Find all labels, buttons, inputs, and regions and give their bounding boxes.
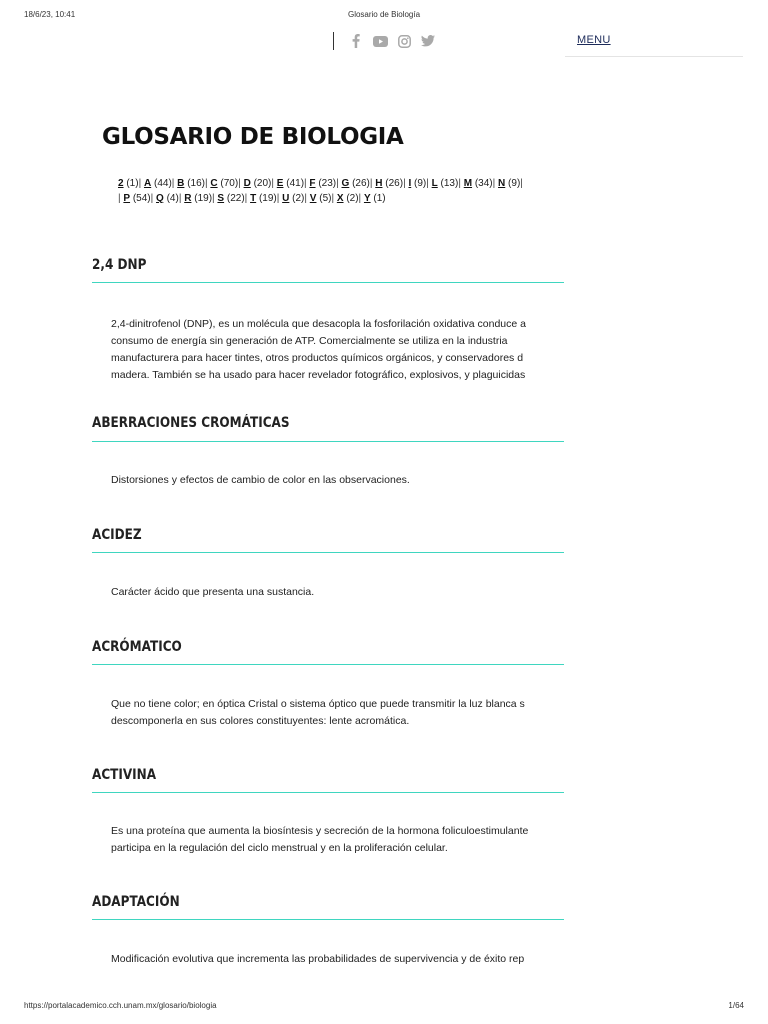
- entry-definition: [111, 696, 564, 730]
- twitter-icon[interactable]: [420, 34, 436, 48]
- definition-line: 2,4-dinitrofenol (DNP), es un molécula que desacopla la fosforilación oxidativa conduce a: [111, 318, 526, 330]
- index-link-d[interactable]: D: [243, 178, 251, 189]
- index-count: (20): [253, 178, 272, 189]
- index-link-2[interactable]: 2: [118, 178, 124, 189]
- entry-divider: [92, 282, 564, 283]
- entry-divider: [92, 441, 564, 442]
- index-count: (2): [292, 193, 305, 204]
- index-count: (19): [258, 193, 277, 204]
- definition-line: descomponerla en sus colores constituyentes: lente acromática.: [111, 715, 410, 727]
- alphabet-index: [118, 176, 564, 206]
- index-link-v[interactable]: V: [309, 193, 317, 204]
- index-link-x[interactable]: X: [336, 193, 344, 204]
- definition-line: consumo de energía sin generación de ATP. Comercialmente se utiliza en la industria: [111, 335, 508, 347]
- index-link-e[interactable]: E: [276, 178, 284, 189]
- index-link-u[interactable]: U: [282, 193, 290, 204]
- definition-line: manufacturera para hacer tintes, otros productos químicos orgánicos, y conservadores d: [111, 352, 524, 364]
- entry-divider: [92, 919, 564, 920]
- entry-term: 2,4 DNP: [92, 257, 147, 273]
- index-link-h[interactable]: H: [375, 178, 383, 189]
- definition-line: Distorsiones y efectos de cambio de color en las observaciones.: [111, 474, 410, 486]
- entry-divider: [92, 552, 564, 553]
- print-url: https://portalacademico.cch.unam.mx/glosario/biologia: [24, 1001, 217, 1010]
- glossary-entry: [92, 894, 564, 965]
- entry-divider: [92, 664, 564, 665]
- entry-term: ADAPTACIÓN: [92, 894, 180, 910]
- definition-line: participa en la regulación del ciclo menstrual y en la proliferación celular.: [111, 842, 448, 854]
- entry-definition: [111, 472, 564, 489]
- index-count: (41): [286, 178, 305, 189]
- alphabet-index-line-2: | P (54)| Q (4)| R (19)| S (22)| T (19)| U (2)| V (5)| X (2)| Y (1): [118, 193, 386, 204]
- index-count: (44): [153, 178, 172, 189]
- entry-definition: [111, 316, 564, 384]
- index-count: (1): [126, 178, 139, 189]
- glossary-entry: [92, 639, 564, 727]
- entry-divider: [92, 792, 564, 793]
- index-count: (19): [194, 193, 213, 204]
- index-link-p[interactable]: P: [123, 193, 131, 204]
- index-count: (70): [220, 178, 239, 189]
- entry-term: ACIDEZ: [92, 527, 142, 543]
- facebook-icon[interactable]: [348, 34, 364, 48]
- header-divider: [333, 32, 334, 50]
- definition-line: madera. También se ha usado para hacer revelador fotográfico, explosivos, y plaguicidas: [111, 369, 526, 381]
- definition-line: Modificación evolutiva que incrementa las probabilidades de supervivencia y de éxito rep: [111, 953, 525, 965]
- index-count: (2): [346, 193, 359, 204]
- index-count: (9): [414, 178, 427, 189]
- index-link-a[interactable]: A: [143, 178, 152, 189]
- definition-line: Carácter ácido que presenta una sustancia.: [111, 586, 315, 598]
- entry-term: ACTIVINA: [92, 767, 157, 783]
- index-count: (26): [352, 178, 370, 189]
- definition-line: Que no tiene color; en óptica Cristal o sistema óptico que puede transmitir la luz blanca s: [111, 698, 525, 710]
- index-link-r[interactable]: R: [184, 193, 192, 204]
- alphabet-index-line-1: 2 (1)| A (44)| B (16)| C (70)| D (20)| E (41)| F (23)| G (26)| H (26)| I (9)| L (13)| M (34)| N (9)|: [118, 178, 523, 189]
- index-link-b[interactable]: B: [177, 178, 185, 189]
- menu-button[interactable]: MENU: [577, 34, 611, 46]
- entry-term: ACRÓMATICO: [92, 639, 182, 655]
- entry-definition: [111, 584, 564, 601]
- glossary-entry: [92, 415, 564, 486]
- index-link-y[interactable]: Y: [363, 193, 371, 204]
- index-link-q[interactable]: Q: [156, 193, 164, 204]
- index-link-t[interactable]: T: [250, 193, 257, 204]
- index-link-i[interactable]: I: [408, 178, 412, 189]
- index-link-c[interactable]: C: [210, 178, 218, 189]
- index-count: (22): [226, 193, 245, 204]
- page-title: GLOSARIO DE BIOLOGIA: [102, 124, 404, 150]
- definition-line: Es una proteína que aumenta la biosíntesis y secreción de la hormona foliculoestimulante: [111, 825, 529, 837]
- glossary-entry: [92, 257, 564, 381]
- index-count: (54): [132, 193, 151, 204]
- index-count: (16): [187, 178, 205, 189]
- print-document-title: Glosario de Biología: [347, 10, 421, 19]
- index-count: (23): [318, 178, 337, 189]
- index-link-m[interactable]: M: [463, 178, 473, 189]
- index-link-f[interactable]: F: [309, 178, 316, 189]
- social-icons: [348, 34, 436, 48]
- index-count: (9): [508, 178, 521, 189]
- index-count: (34): [474, 178, 493, 189]
- index-link-s[interactable]: S: [217, 193, 225, 204]
- index-count: (26): [385, 178, 404, 189]
- instagram-icon[interactable]: [396, 34, 412, 48]
- entry-term: ABERRACIONES CROMÁTICAS: [92, 415, 290, 431]
- entry-definition: [111, 823, 564, 857]
- index-count: (4): [166, 193, 179, 204]
- youtube-icon[interactable]: [372, 34, 388, 48]
- social-bar: [333, 32, 436, 50]
- print-date: 18/6/23, 10:41: [24, 10, 76, 19]
- entry-definition: [111, 951, 564, 968]
- menu-divider: [565, 56, 743, 57]
- index-count: (1): [373, 193, 386, 204]
- print-page-number: 1/64: [728, 1001, 744, 1010]
- index-link-l[interactable]: L: [431, 178, 438, 189]
- index-count: (5): [319, 193, 332, 204]
- index-link-n[interactable]: N: [498, 178, 506, 189]
- index-link-g[interactable]: G: [341, 178, 350, 189]
- glossary-entry: [92, 767, 564, 854]
- index-count: (13): [440, 178, 459, 189]
- glossary-entry: [92, 527, 564, 598]
